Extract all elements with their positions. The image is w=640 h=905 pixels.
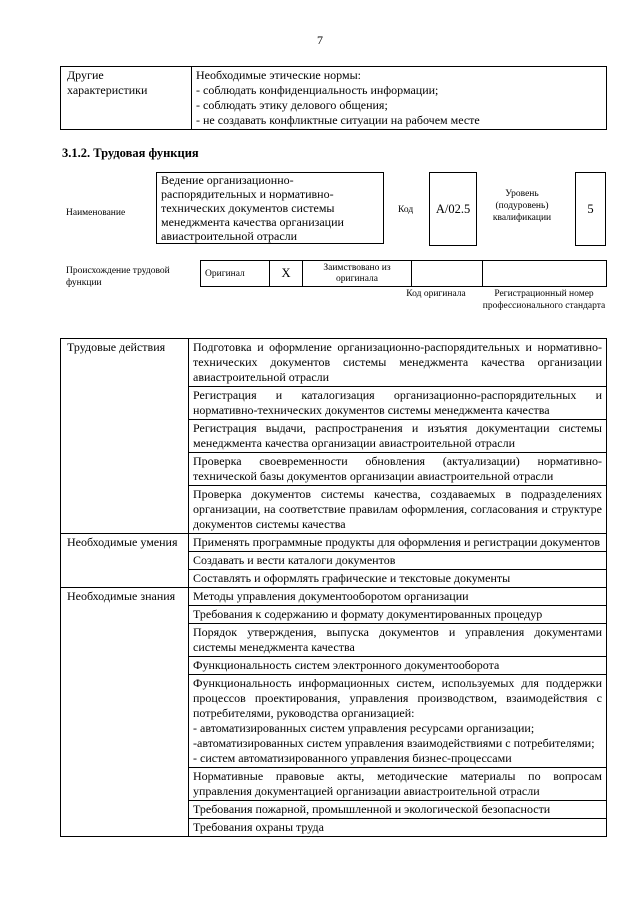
required-skills-label: Необходимые умения [61, 534, 189, 588]
table-row: Нормативные правовые акты, методические материалы по вопросам управления документацией организации авиастроительной отрасли [189, 768, 607, 801]
original-code-cell [412, 261, 483, 287]
table-row: Требования к содержанию и формату документированных процедур [189, 606, 607, 624]
table-row: Порядок утверждения, выпуска документов и управления документами системы менеджмента качества [189, 624, 607, 657]
ethics-line: Необходимые этические нормы: [196, 68, 361, 82]
labor-function-table [60, 338, 607, 837]
ethics-line: - соблюдать конфиденциальность информации; [196, 83, 439, 97]
ethics-line: - соблюдать этику делового общения; [196, 98, 388, 112]
registration-number-caption: Регистрационный номер профессионального стандарта [482, 289, 606, 311]
table-row: Проверка документов системы качества, создаваемых в подразделениях организации, на соответствие правилам оформления, согласования и структуре документов системы качества [189, 486, 607, 534]
other-characteristics-label: Другие характеристики [61, 67, 192, 130]
level-value-box: 5 [575, 172, 606, 246]
table-row: Методы управления документооборотом организации [189, 588, 607, 606]
table-row: Создавать и вести каталоги документов [189, 552, 607, 570]
page-number: 7 [317, 33, 323, 47]
ethics-line: - не создавать конфликтные ситуации на рабочем месте [196, 113, 480, 127]
code-label: Код [398, 205, 414, 215]
table-row: Регистрация выдачи, распространения и изъятия документации системы менеджмента качества организации авиастроительной отрасли [189, 420, 607, 453]
table-row: Функциональность систем электронного документооборота [189, 657, 607, 675]
borrowed-label: Заимствовано из оригинала [303, 261, 412, 287]
required-knowledge-label: Необходимые знания [61, 588, 189, 837]
origin-label: Происхождение трудовой функции [66, 266, 170, 288]
function-code-box: A/02.5 [429, 172, 477, 246]
level-label: Уровень (подуровень) квалификации [492, 189, 552, 223]
name-label: Наименование [66, 208, 126, 218]
table-row: Подготовка и оформление организационно-распорядительных и нормативно-технических документов системы менеджмента качества организации авиастроительной отрасли [189, 339, 607, 387]
table-row: Регистрация и каталогизация организационно-распорядительных и нормативно-технических документов системы менеджмента качества [189, 387, 607, 420]
table-row: Применять программные продукты для оформления и регистрации документов [189, 534, 607, 552]
section-title: 3.1.2. Трудовая функция [62, 146, 199, 160]
original-mark: X [270, 261, 303, 287]
code-original-caption: Код оригинала [406, 289, 466, 299]
origin-row [200, 260, 607, 287]
registration-number-cell [483, 261, 607, 287]
table-row: Требования охраны труда [189, 819, 607, 837]
table-row: Функциональность информационных систем, используемых для поддержки процессов проектирования, управления производством, взаимодействия с потребителями, руководства организацией: - автоматизированных систем управления ресурсами организации; -автоматизированных систем управления взаимодействиями с потребителями; - систем автоматизированного управления бизнес-процессами [189, 675, 607, 768]
other-characteristics-value [192, 67, 607, 130]
table-row: Составлять и оформлять графические и текстовые документы [189, 570, 607, 588]
labor-actions-label: Трудовые действия [61, 339, 189, 534]
original-label: Оригинал [201, 261, 270, 287]
other-characteristics-table [60, 66, 607, 130]
table-row: Проверка своевременности обновления (актуализации) нормативно-технической базы документов организации авиастроительной отрасли [189, 453, 607, 486]
function-name-box: Ведение организационно-распорядительных и нормативно-технических документов системы менеджмента качества организации авиастроительной отрасли [156, 172, 384, 244]
table-row: Требования пожарной, промышленной и экологической безопасности [189, 801, 607, 819]
